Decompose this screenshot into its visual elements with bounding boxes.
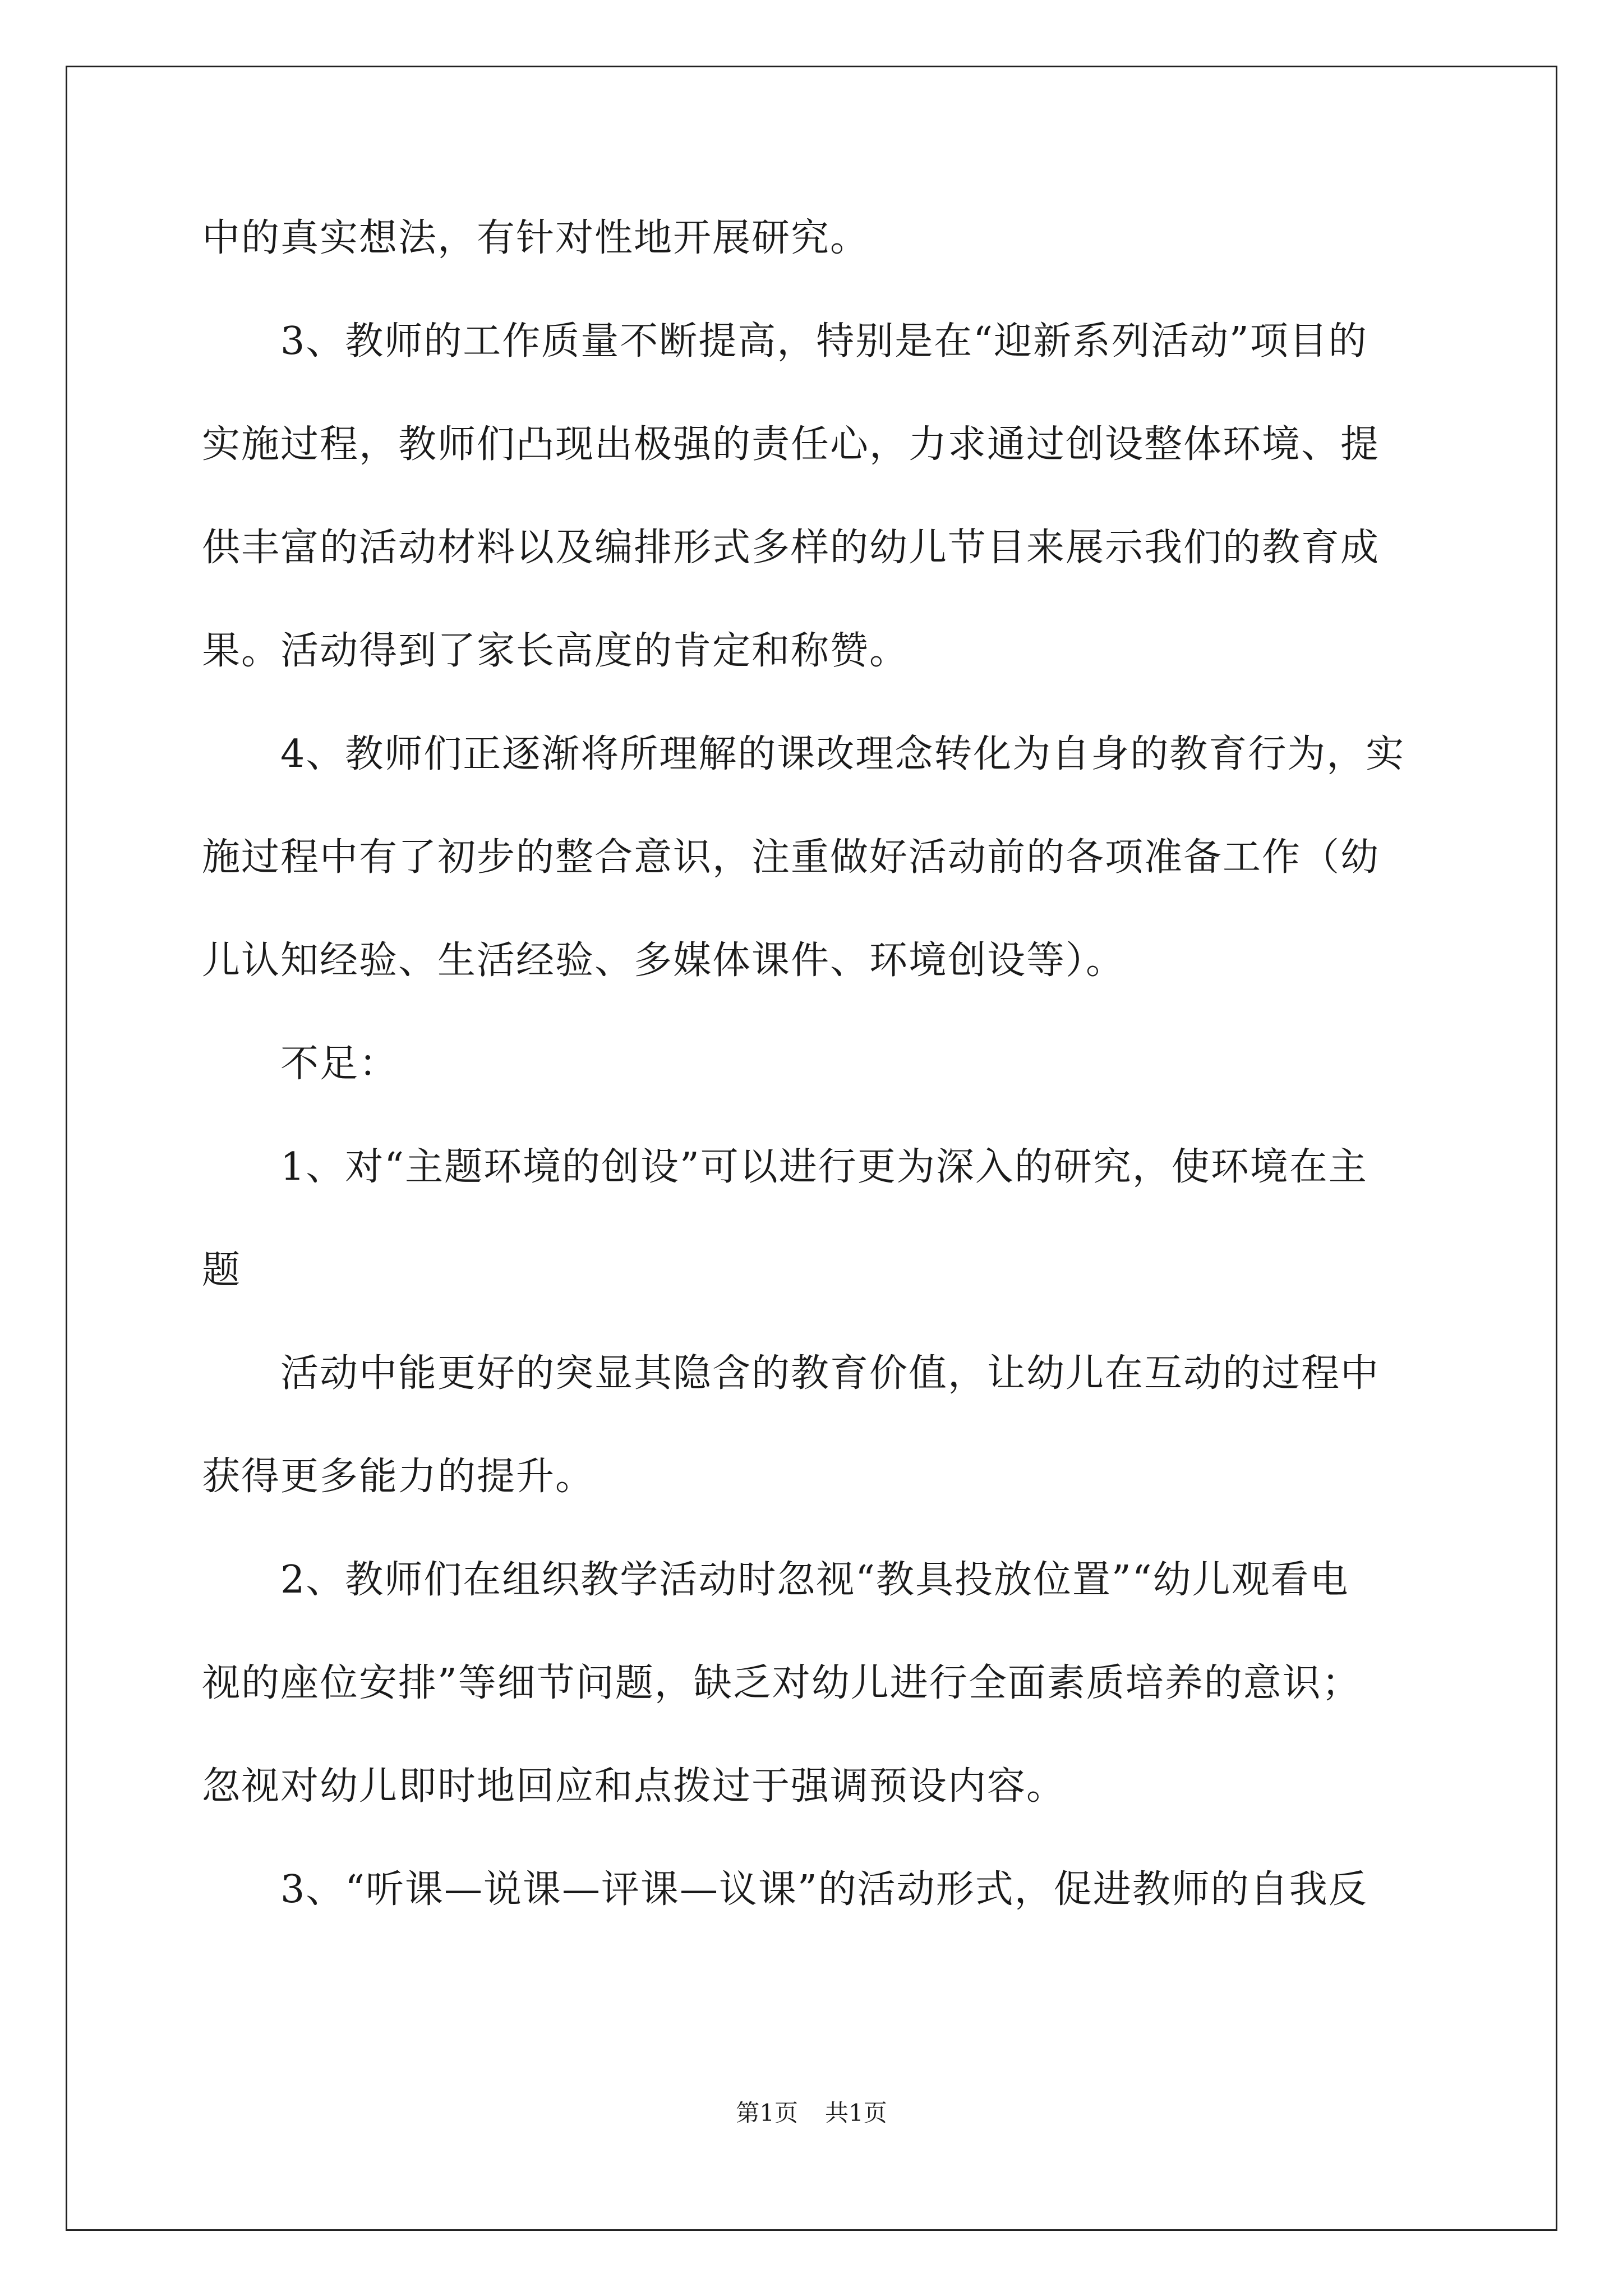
text-line: 1、对“主题环境的创设”可以进行更为深入的研究，使环境在主 [280, 1145, 1368, 1189]
text-line: 4、教师们正逐渐将所理解的课改理念转化为自身的教育行为，实 [280, 732, 1405, 776]
text-line: 实施过程，教师们凸现出极强的责任心，力求通过创设整体环境、提 [202, 422, 1380, 467]
text-line: 儿认知经验、生活经验、多媒体课件、环境创设等）。 [202, 938, 1126, 983]
text-line: 中的真实想法，有针对性地开展研究。 [202, 216, 870, 260]
text-line: 获得更多能力的提升。 [202, 1455, 595, 1499]
page-number: 第1页 [736, 2099, 798, 2127]
page-footer [0, 2099, 1623, 2127]
text-line: 视的座位安排”等细节问题，缺乏对幼儿进行全面素质培养的意识； [202, 1661, 1361, 1705]
text-line: 题 [202, 1248, 242, 1292]
text-line: 3、“听课—说课—评课—议课”的活动形式，促进教师的自我反 [280, 1867, 1368, 1912]
text-line: 3、教师的工作质量不断提高，特别是在“迎新系列活动”项目的 [280, 319, 1368, 364]
text-line: 忽视对幼儿即时地回应和点拨过于强调预设内容。 [202, 1764, 1066, 1809]
text-line: 2、教师们在组织教学活动时忽视“教具投放位置”“幼儿观看电 [280, 1558, 1349, 1602]
page-total: 共1页 [825, 2099, 887, 2127]
text-line: 果。活动得到了家长高度的肯定和称赞。 [202, 629, 909, 673]
text-line: 活动中能更好的突显其隐含的教育价值，让幼儿在互动的过程中 [280, 1351, 1380, 1396]
document-body [202, 213, 1436, 1968]
section-heading: 不足： [280, 1042, 399, 1086]
text-line: 施过程中有了初步的整合意识，注重做好活动前的各项准备工作（幼 [202, 835, 1380, 880]
text-line: 供丰富的活动材料以及编排形式多样的幼儿节目来展示我们的教育成 [202, 526, 1380, 570]
